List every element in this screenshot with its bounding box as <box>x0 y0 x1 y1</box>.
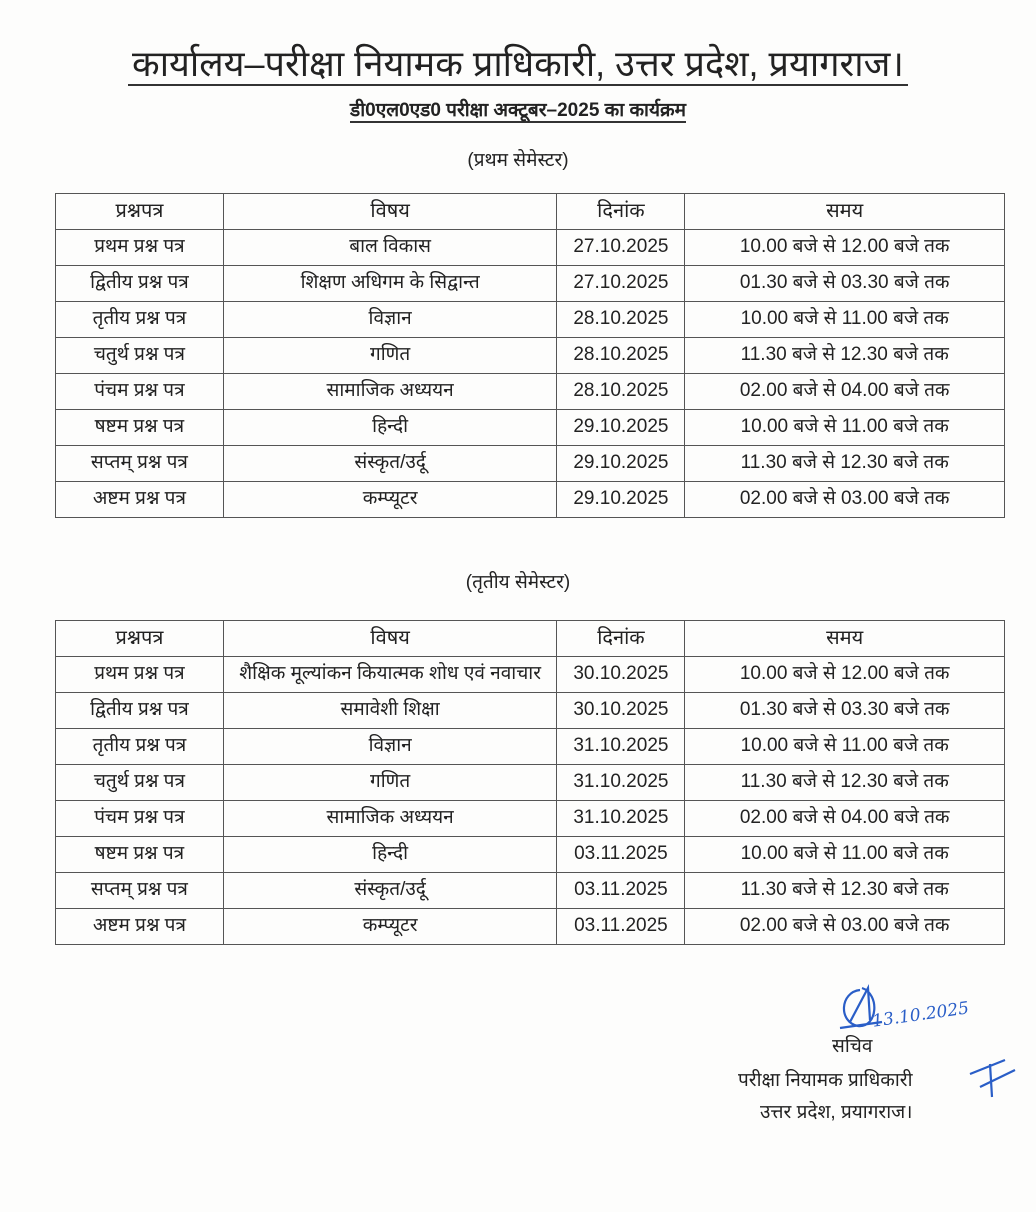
table-row <box>56 909 1005 945</box>
time-cell: 10.00 बजे से 11.00 बजे तक <box>685 729 1005 765</box>
subject-cell: विज्ञान <box>223 302 557 338</box>
date-cell: 29.10.2025 <box>557 410 685 446</box>
table-header-row <box>56 621 1005 657</box>
col-paper: प्रश्नपत्र <box>56 194 224 230</box>
date-cell: 31.10.2025 <box>557 765 685 801</box>
paper-cell: प्रथम प्रश्न पत्र <box>56 657 224 693</box>
subject-cell: शिक्षण अधिगम के सिद्वान्त <box>223 266 557 302</box>
subject-cell: हिन्दी <box>223 410 557 446</box>
table-row <box>56 410 1005 446</box>
date-cell: 03.11.2025 <box>557 909 685 945</box>
subject-cell: सामाजिक अध्ययन <box>223 801 557 837</box>
table-row <box>56 230 1005 266</box>
date-cell: 27.10.2025 <box>557 266 685 302</box>
subject-cell: संस्कृत/उर्दू <box>223 873 557 909</box>
semester1-table <box>55 193 1005 518</box>
time-cell: 02.00 बजे से 03.00 बजे तक <box>685 482 1005 518</box>
table-row <box>56 482 1005 518</box>
time-cell: 02.00 बजे से 04.00 बजे तक <box>685 801 1005 837</box>
signatory-location: उत्तर प्रदेश, प्रयागराज। <box>760 1102 913 1123</box>
date-cell: 28.10.2025 <box>557 374 685 410</box>
date-cell: 29.10.2025 <box>557 446 685 482</box>
time-cell: 11.30 बजे से 12.30 बजे तक <box>685 446 1005 482</box>
date-cell: 03.11.2025 <box>557 837 685 873</box>
date-cell: 31.10.2025 <box>557 729 685 765</box>
time-cell: 11.30 बजे से 12.30 बजे तक <box>685 338 1005 374</box>
table-header-row <box>56 194 1005 230</box>
time-cell: 11.30 बजे से 12.30 बजे तक <box>685 873 1005 909</box>
subject-cell: शैक्षिक मूल्यांकन कियात्मक शोध एवं नवाचार <box>223 657 557 693</box>
time-cell: 10.00 बजे से 12.00 बजे तक <box>685 657 1005 693</box>
subject-cell: हिन्दी <box>223 837 557 873</box>
time-cell: 01.30 बजे से 03.30 बजे तक <box>685 693 1005 729</box>
table-row <box>56 657 1005 693</box>
signatory-designation: सचिव <box>832 1036 873 1057</box>
semester1-heading: (प्रथम सेमेस्टर) <box>467 150 569 171</box>
semester3-heading: (तृतीय सेमेस्टर) <box>465 572 571 593</box>
office-title <box>0 38 1036 87</box>
paper-cell: सप्तम् प्रश्न पत्र <box>56 873 224 909</box>
table-row <box>56 729 1005 765</box>
time-cell: 10.00 बजे से 11.00 बजे तक <box>685 837 1005 873</box>
time-cell: 02.00 बजे से 03.00 बजे तक <box>685 909 1005 945</box>
col-subject: विषय <box>223 194 557 230</box>
table-row <box>56 801 1005 837</box>
date-cell: 30.10.2025 <box>557 693 685 729</box>
col-time: समय <box>685 621 1005 657</box>
date-cell: 30.10.2025 <box>557 657 685 693</box>
subject-cell: गणित <box>223 765 557 801</box>
table-row <box>56 837 1005 873</box>
table-row <box>56 302 1005 338</box>
semester3-table <box>55 620 1005 945</box>
table-row <box>56 765 1005 801</box>
paper-cell: प्रथम प्रश्न पत्र <box>56 230 224 266</box>
subject-cell: विज्ञान <box>223 729 557 765</box>
date-cell: 28.10.2025 <box>557 338 685 374</box>
table-row <box>56 873 1005 909</box>
time-cell: 10.00 बजे से 11.00 बजे तक <box>685 302 1005 338</box>
col-subject: विषय <box>223 621 557 657</box>
paper-cell: तृतीय प्रश्न पत्र <box>56 302 224 338</box>
signatory-office: परीक्षा नियामक प्राधिकारी <box>738 1070 913 1091</box>
time-cell: 11.30 बजे से 12.30 बजे तक <box>685 765 1005 801</box>
schedule-subtitle <box>0 96 1036 122</box>
table-row <box>56 338 1005 374</box>
paper-cell: षष्टम प्रश्न पत्र <box>56 410 224 446</box>
subject-cell: बाल विकास <box>223 230 557 266</box>
date-cell: 31.10.2025 <box>557 801 685 837</box>
paper-cell: चतुर्थ प्रश्न पत्र <box>56 765 224 801</box>
table-row <box>56 266 1005 302</box>
office-title-text: कार्यालय–परीक्षा नियामक प्राधिकारी, उत्तर प्रदेश, प्रयागराज। <box>128 43 908 86</box>
time-cell: 10.00 बजे से 12.00 बजे तक <box>685 230 1005 266</box>
subject-cell: कम्प्यूटर <box>223 482 557 518</box>
subject-cell: समावेशी शिक्षा <box>223 693 557 729</box>
paper-cell: द्वितीय प्रश्न पत्र <box>56 693 224 729</box>
table-row <box>56 693 1005 729</box>
date-cell: 03.11.2025 <box>557 873 685 909</box>
schedule-subtitle-text: डी0एल0एड0 परीक्षा अक्टूबर–2025 का कार्यक्रम <box>350 100 686 121</box>
col-date: दिनांक <box>557 194 685 230</box>
table-row <box>56 374 1005 410</box>
date-cell: 28.10.2025 <box>557 302 685 338</box>
signature-date: 13.10.2025 <box>871 998 971 1032</box>
subject-cell: सामाजिक अध्ययन <box>223 374 557 410</box>
subject-cell: कम्प्यूटर <box>223 909 557 945</box>
time-cell: 01.30 बजे से 03.30 बजे तक <box>685 266 1005 302</box>
paper-cell: पंचम प्रश्न पत्र <box>56 374 224 410</box>
subject-cell: गणित <box>223 338 557 374</box>
paper-cell: तृतीय प्रश्न पत्र <box>56 729 224 765</box>
col-paper: प्रश्नपत्र <box>56 621 224 657</box>
time-cell: 02.00 बजे से 04.00 बजे तक <box>685 374 1005 410</box>
col-date: दिनांक <box>557 621 685 657</box>
date-cell: 27.10.2025 <box>557 230 685 266</box>
paper-cell: द्वितीय प्रश्न पत्र <box>56 266 224 302</box>
paper-cell: अष्टम प्रश्न पत्र <box>56 909 224 945</box>
subject-cell: संस्कृत/उर्दू <box>223 446 557 482</box>
paper-cell: चतुर्थ प्रश्न पत्र <box>56 338 224 374</box>
date-cell: 29.10.2025 <box>557 482 685 518</box>
time-cell: 10.00 बजे से 11.00 बजे तक <box>685 410 1005 446</box>
paper-cell: अष्टम प्रश्न पत्र <box>56 482 224 518</box>
paper-cell: सप्तम् प्रश्न पत्र <box>56 446 224 482</box>
table-row <box>56 446 1005 482</box>
paper-cell: पंचम प्रश्न पत्र <box>56 801 224 837</box>
paper-cell: षष्टम प्रश्न पत्र <box>56 837 224 873</box>
col-time: समय <box>685 194 1005 230</box>
